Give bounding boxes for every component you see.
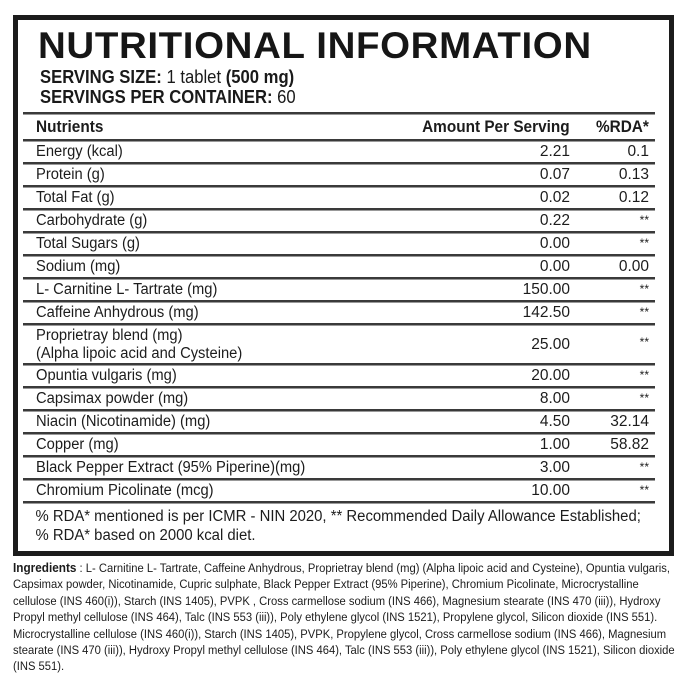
nutrient-rda: **	[639, 460, 649, 474]
nutrient-rda: 58.82	[610, 436, 649, 453]
nutrient-amount: 3.00	[539, 459, 570, 476]
table-row	[23, 303, 655, 323]
nutrient-amount: 0.02	[539, 189, 570, 206]
servings-per-container	[40, 87, 296, 107]
nutrient-amount: 0.22	[539, 212, 570, 229]
table-header-row	[23, 115, 655, 139]
rda-footnote: % RDA* mentioned is per ICMR - NIN 2020, ** Recommended Daily Allowance Established; % RDA* based on 2000 kcal diet.	[35, 508, 641, 544]
header-amount: Amount Per Serving	[422, 117, 570, 136]
nutrient-name	[36, 327, 242, 363]
nutrient-rda: **	[639, 483, 649, 497]
nutrient-name: Total Fat (g)	[36, 189, 115, 206]
table-row	[23, 326, 655, 363]
nutrient-amount: 150.00	[522, 281, 570, 298]
nutrient-rda: **	[639, 282, 649, 296]
nutrient-name: Protein (g)	[36, 166, 105, 183]
table-row	[23, 435, 655, 455]
nutrient-name: L- Carnitine L- Tartrate (mg)	[36, 281, 218, 298]
panel-title: NUTRITIONAL INFORMATION	[38, 25, 592, 66]
nutrient-rda: 0.13	[618, 166, 649, 183]
ingredients-label: Ingredients	[13, 560, 77, 575]
table-row	[23, 257, 655, 277]
nutrient-amount: 10.00	[531, 482, 570, 499]
nutrient-amount: 142.50	[522, 304, 570, 321]
table-row	[23, 481, 655, 501]
table-row	[23, 234, 655, 254]
nutrient-name: Chromium Picolinate (mcg)	[36, 482, 214, 499]
nutrient-amount: 0.00	[539, 235, 570, 252]
nutrient-name: Total Sugars (g)	[36, 235, 140, 252]
header-rda: %RDA*	[596, 117, 649, 136]
nutrient-rda: **	[639, 236, 649, 250]
table-row	[23, 389, 655, 409]
nutrient-amount: 25.00	[531, 335, 570, 353]
nutrient-amount: 1.00	[539, 436, 570, 453]
nutrient-rda: **	[639, 368, 649, 382]
servings-per-container-label: SERVINGS PER CONTAINER:	[40, 86, 273, 107]
nutrient-name-line1: Proprietray blend (mg)	[36, 326, 183, 344]
nutrient-name: Black Pepper Extract (95% Piperine)(mg)	[36, 459, 306, 476]
ingredients-text: L- Carnitine L- Tartrate, Caffeine Anhydrous, Proprietray blend (mg) (Alpha lipoic acid and Cysteine), Opuntia vulgaris, Capsimax powder, Nicotinamide, Cupric sulphate, Black Pepper Extract (95% Piperine), Chromium Picolinate, Microcrystalline cellulose (INS 460(i)), Starch (INS 1405), PVPK , Cross carmellose sodium (INS 466), Magnesium stearate (INS 470 (iii)), Hydroxy Propyl methyl cellulose (INS 464), Talc (INS 553 (iii)), Poly ethylene glycol (INS 1521), Propylene glycol, Silicon dioxide (INS 551). Microcrystalline cellulose (INS 460(i)), Starch (INS 1405), PVPK, Propylene glycol, Cross carmellose sodium (INS 466), Magnesium stearate (INS 470 (iii)), Hydroxy Propyl methyl cellulose (INS 464), Talc (INS 553 (iii)), Poly ethylene glycol (INS 1521), Silicon dioxide (INS 551).	[13, 561, 675, 674]
table-row	[23, 366, 655, 386]
nutrient-rda: **	[639, 305, 649, 319]
serving-size-label: SERVING SIZE:	[40, 66, 162, 87]
nutrient-rda: 32.14	[610, 413, 649, 430]
servings-per-container-value: 60	[277, 86, 296, 107]
nutrient-name: Carbohydrate (g)	[36, 212, 148, 229]
table-row	[23, 165, 655, 185]
table-row	[23, 280, 655, 300]
nutrient-rda: 0.00	[618, 258, 649, 275]
serving-size	[40, 67, 294, 87]
nutrient-name: Sodium (mg)	[36, 258, 121, 275]
nutrient-name: Opuntia vulgaris (mg)	[36, 367, 177, 384]
nutrient-name: Caffeine Anhydrous (mg)	[36, 304, 199, 321]
nutrient-amount: 20.00	[531, 367, 570, 384]
nutrient-rda: 0.12	[618, 189, 649, 206]
nutrient-rda: **	[639, 391, 649, 405]
nutrient-rda: **	[639, 335, 649, 349]
table-row	[23, 188, 655, 208]
table-row	[23, 211, 655, 231]
nutrients-table	[23, 112, 655, 545]
nutrient-amount: 8.00	[539, 390, 570, 407]
nutrient-amount: 0.00	[539, 258, 570, 275]
nutrient-amount: 0.07	[539, 166, 570, 183]
nutrient-name: Copper (mg)	[36, 436, 119, 453]
nutrient-name: Energy (kcal)	[36, 143, 123, 160]
serving-size-value: 1 tablet	[166, 66, 222, 87]
table-row	[23, 412, 655, 432]
nutrient-name-line2: (Alpha lipoic acid and Cysteine)	[36, 344, 243, 362]
nutrient-rda: **	[639, 213, 649, 227]
ingredients-separator: :	[76, 561, 86, 575]
table-row	[23, 458, 655, 478]
ingredients-list	[13, 560, 685, 675]
nutrition-facts-panel	[13, 15, 674, 556]
nutrient-rda: 0.1	[627, 143, 649, 160]
serving-size-weight: (500 mg)	[225, 66, 295, 87]
nutrient-name: Capsimax powder (mg)	[36, 390, 189, 407]
table-row	[23, 142, 655, 162]
header-nutrients: Nutrients	[36, 117, 104, 136]
nutrient-amount: 2.21	[539, 143, 570, 160]
nutrient-name: Niacin (Nicotinamide) (mg)	[36, 413, 211, 430]
nutrient-amount: 4.50	[539, 413, 570, 430]
